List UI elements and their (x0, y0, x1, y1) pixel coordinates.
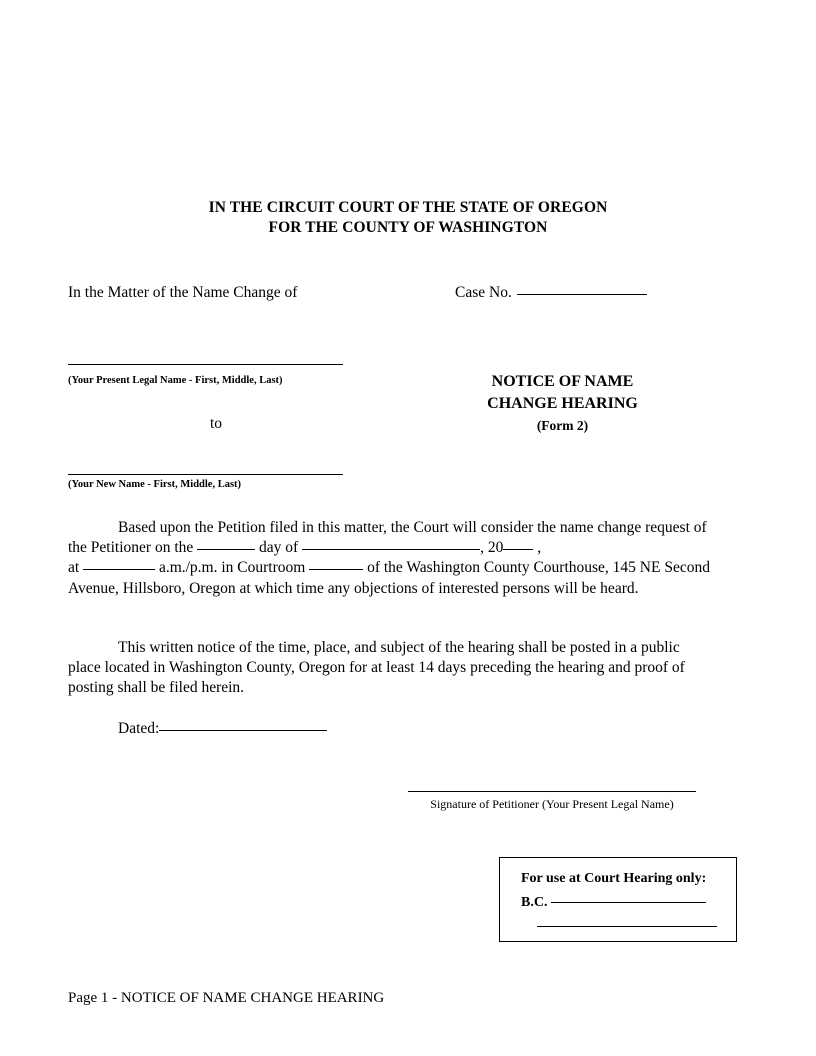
document-title-block (430, 371, 695, 436)
hearing-time-blank[interactable] (83, 569, 155, 570)
court-heading (68, 198, 748, 238)
case-number-blank[interactable] (517, 294, 647, 295)
court-use-box (499, 857, 737, 942)
present-name-caption: (Your Present Legal Name - First, Middle, Last) (68, 375, 283, 386)
hearing-year-blank[interactable] (503, 549, 533, 550)
court-heading-line-2: FOR THE COUNTY OF WASHINGTON (268, 219, 548, 236)
present-name-blank[interactable] (68, 364, 343, 365)
signature-caption: Signature of Petitioner (Your Present Legal Name) (430, 797, 674, 811)
hearing-day-blank[interactable] (197, 549, 255, 550)
to-word: to (209, 415, 223, 432)
paragraph-1-segment-2: day of (259, 539, 299, 557)
bc-label: B.C. (521, 895, 548, 910)
paragraph-1-segment-5: at (68, 559, 80, 577)
courtroom-blank[interactable] (309, 569, 363, 570)
form-number: (Form 2) (536, 418, 589, 433)
new-name-caption: (Your New Name - First, Middle, Last) (68, 479, 242, 490)
new-name-blank[interactable] (68, 474, 343, 475)
paragraph-1-segment-6: a.m./p.m. in Courtroom (158, 559, 306, 577)
paragraph-1-segment-7: of the Washington County Courthouse, 145 NE Second Avenue, Hillsboro, Oregon at which time any objections of interested persons will be heard. (68, 559, 710, 597)
matter-label: In the Matter of the Name Change of (68, 284, 298, 301)
paragraph-1-segment-3: , 20 (480, 539, 504, 557)
dated-label: Dated: (118, 720, 160, 737)
court-use-box-second-blank[interactable] (537, 926, 717, 927)
document-title-line-1: NOTICE OF NAME (491, 373, 634, 390)
court-use-box-title: For use at Court Hearing only: (521, 871, 707, 886)
case-number-label: Case No. (455, 284, 512, 301)
court-use-box-bc-field (521, 894, 706, 912)
dated-field (118, 719, 327, 739)
court-heading-line-1: IN THE CIRCUIT COURT OF THE STATE OF OREGON (208, 199, 608, 216)
case-number-field (455, 283, 647, 303)
document-title-line-2: CHANGE HEARING (487, 395, 638, 412)
paragraph-1-segment-1: Based upon the Petition filed in this matter, the Court will consider the name change request of the Petitioner on the (68, 519, 707, 557)
paragraph-2-text: This written notice of the time, place, and subject of the hearing shall be posted in a public place located in Washington County, Oregon for at least 14 days preceding the hearing and proof of posting shall be filed herein. (68, 639, 685, 697)
paragraph-1-segment-4: , (537, 539, 542, 557)
bc-blank[interactable] (551, 902, 706, 903)
hearing-month-blank[interactable] (302, 549, 480, 550)
dated-blank[interactable] (159, 730, 327, 731)
body-paragraph-2 (68, 638, 716, 699)
signature-blank[interactable] (408, 791, 696, 792)
body-paragraph-1 (68, 518, 716, 599)
page-footer: Page 1 - NOTICE OF NAME CHANGE HEARING (68, 990, 385, 1006)
